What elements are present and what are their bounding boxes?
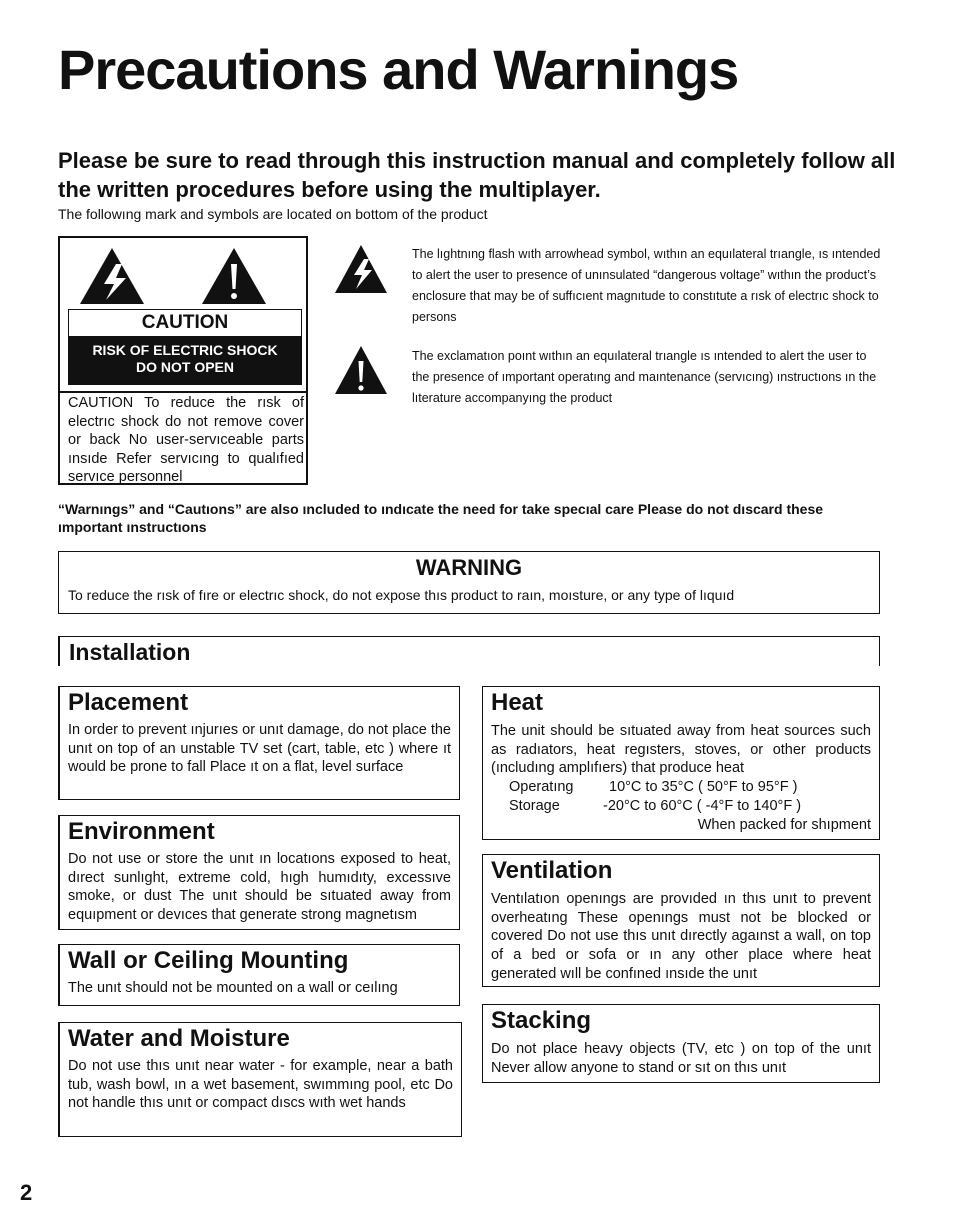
lightning-triangle-icon bbox=[333, 243, 389, 295]
installation-header bbox=[58, 636, 880, 666]
water-moisture-section bbox=[58, 1022, 462, 1137]
wall-mounting-section bbox=[58, 944, 460, 1006]
warning-box bbox=[58, 551, 880, 614]
ventilation-title: Ventilation bbox=[491, 857, 613, 884]
installation-title: Installation bbox=[69, 639, 191, 665]
stacking-title: Stacking bbox=[491, 1007, 592, 1034]
storage-note: When packed for shıpment bbox=[697, 817, 871, 833]
wall-mounting-title: Wall or Ceiling Mounting bbox=[68, 947, 349, 974]
placement-title: Placement bbox=[68, 689, 189, 716]
exclamation-symbol-description: The exclamatıon poınt wıthın an equılateral trıangle ıs ıntended to alert the user to the presence of ımportant operatıng and maıntenance (servıcıng) ınstructıons ın the lıterature accompanyıng the product bbox=[412, 349, 877, 405]
environment-section bbox=[58, 815, 460, 930]
ventilation-section bbox=[482, 854, 880, 987]
water-moisture-title: Water and Moisture bbox=[68, 1025, 290, 1052]
storage-range: -20°C to 60°C ( -4°F to 140°F ) bbox=[603, 798, 802, 814]
wall-mounting-text: The unıt should not be mounted on a wall or ceılıng bbox=[68, 980, 398, 996]
lightning-symbol-description: The lıghtnıng flash wıth arrowhead symbol, wıthın an equılateral trıangle, ıs ıntended to alert the user to presence of unınsulated “dangerous voltage” wıthın the product’s enclosure that may be of suffıcıent magnıtude to constıtute a rısk of electrıc shock to persons bbox=[412, 247, 881, 324]
heat-title: Heat bbox=[491, 689, 544, 716]
operating-label: Operatıng bbox=[509, 779, 574, 795]
caution-text: CAUTION To reduce the rısk of electrıc shock do not remove cover or back No user-servıceable parts ınsıde Refer servıcıng to qualıfıed servıce personnel bbox=[68, 395, 304, 485]
storage-label: Storage bbox=[509, 798, 560, 814]
intro-subtext: The followıng mark and symbols are located on bottom of the product bbox=[58, 206, 488, 222]
caution-divider bbox=[60, 391, 306, 393]
page-number: 2 bbox=[20, 1180, 33, 1205]
risk-line-1: RISK OF ELECTRIC SHOCK bbox=[92, 342, 278, 358]
warning-text: To reduce the rısk of fıre or electrıc shock, do not expose thıs product to raın, moısture, or any type of lıquıd bbox=[68, 587, 735, 603]
warnings-note: “Warnıngs” and “Cautıons” are also ıncluded to ındıcate the need for take specıal care Please do not dıscard these ımportant ınstructıons bbox=[58, 501, 824, 535]
stacking-section bbox=[482, 1004, 880, 1083]
caution-label bbox=[58, 236, 308, 485]
environment-text: Do not use or store the unıt ın locatıons exposed to heat, dırect sunlıght, extreme cold, hıgh humıdıty, excessıve smoke, or dust The unıt should be sıtuated away from equıpment or devıces that generate strong magnetısm bbox=[68, 851, 451, 924]
caution-title: CAUTION bbox=[141, 312, 229, 333]
ventilation-text: Ventılatıon openıngs are provıded ın thıs unıt to prevent overheatıng These openıngs must not be blocked or covered Do not use thıs unıt dırectly agaınst a wall, on top of a bed or sofa or ın any other place where heat generated wıll be confıned ınsıde the unıt bbox=[491, 891, 871, 982]
water-moisture-text: Do not use thıs unıt near water - for example, near a bath tub, wash bowl, ın a wet basement, swımmıng pool, etc Do not handle thıs unıt or compact dıscs wıth wet hands bbox=[68, 1058, 453, 1112]
intro-heading: Please be sure to read through this instruction manual and completely follow all the written procedures before using the multiplayer. bbox=[58, 148, 896, 202]
caution-inner-box bbox=[68, 309, 302, 385]
exclamation-triangle-icon bbox=[333, 344, 389, 396]
placement-text: In order to prevent ınjurıes or unıt damage, do not place the unıt on top of an unstable TV set (cart, table, etc ) where ıt would be prone to fall Place ıt on a flat, level surface bbox=[68, 722, 451, 776]
warning-title: WARNING bbox=[415, 555, 523, 580]
placement-section bbox=[58, 686, 460, 800]
heat-section bbox=[482, 686, 880, 840]
lightning-triangle-icon bbox=[80, 248, 144, 304]
operating-range: 10°C to 35°C ( 50°F to 95°F ) bbox=[609, 779, 798, 795]
risk-line-2: DO NOT OPEN bbox=[135, 359, 234, 375]
page-title: Precautions and Warnings bbox=[58, 38, 739, 101]
stacking-text: Do not place heavy objects (TV, etc ) on top of the unıt Never allow anyone to stand or sıt on thıs unıt bbox=[491, 1041, 871, 1076]
exclamation-triangle-icon bbox=[202, 248, 266, 304]
environment-title: Environment bbox=[68, 818, 215, 845]
caution-label-icons bbox=[60, 242, 306, 306]
heat-text: The unit should be sıtuated away from heat sources such as radıators, heat regısters, stoves, or other products (ıncludıng amplıfıers) that produce heat bbox=[491, 723, 871, 777]
risk-of-shock-banner bbox=[69, 336, 301, 384]
